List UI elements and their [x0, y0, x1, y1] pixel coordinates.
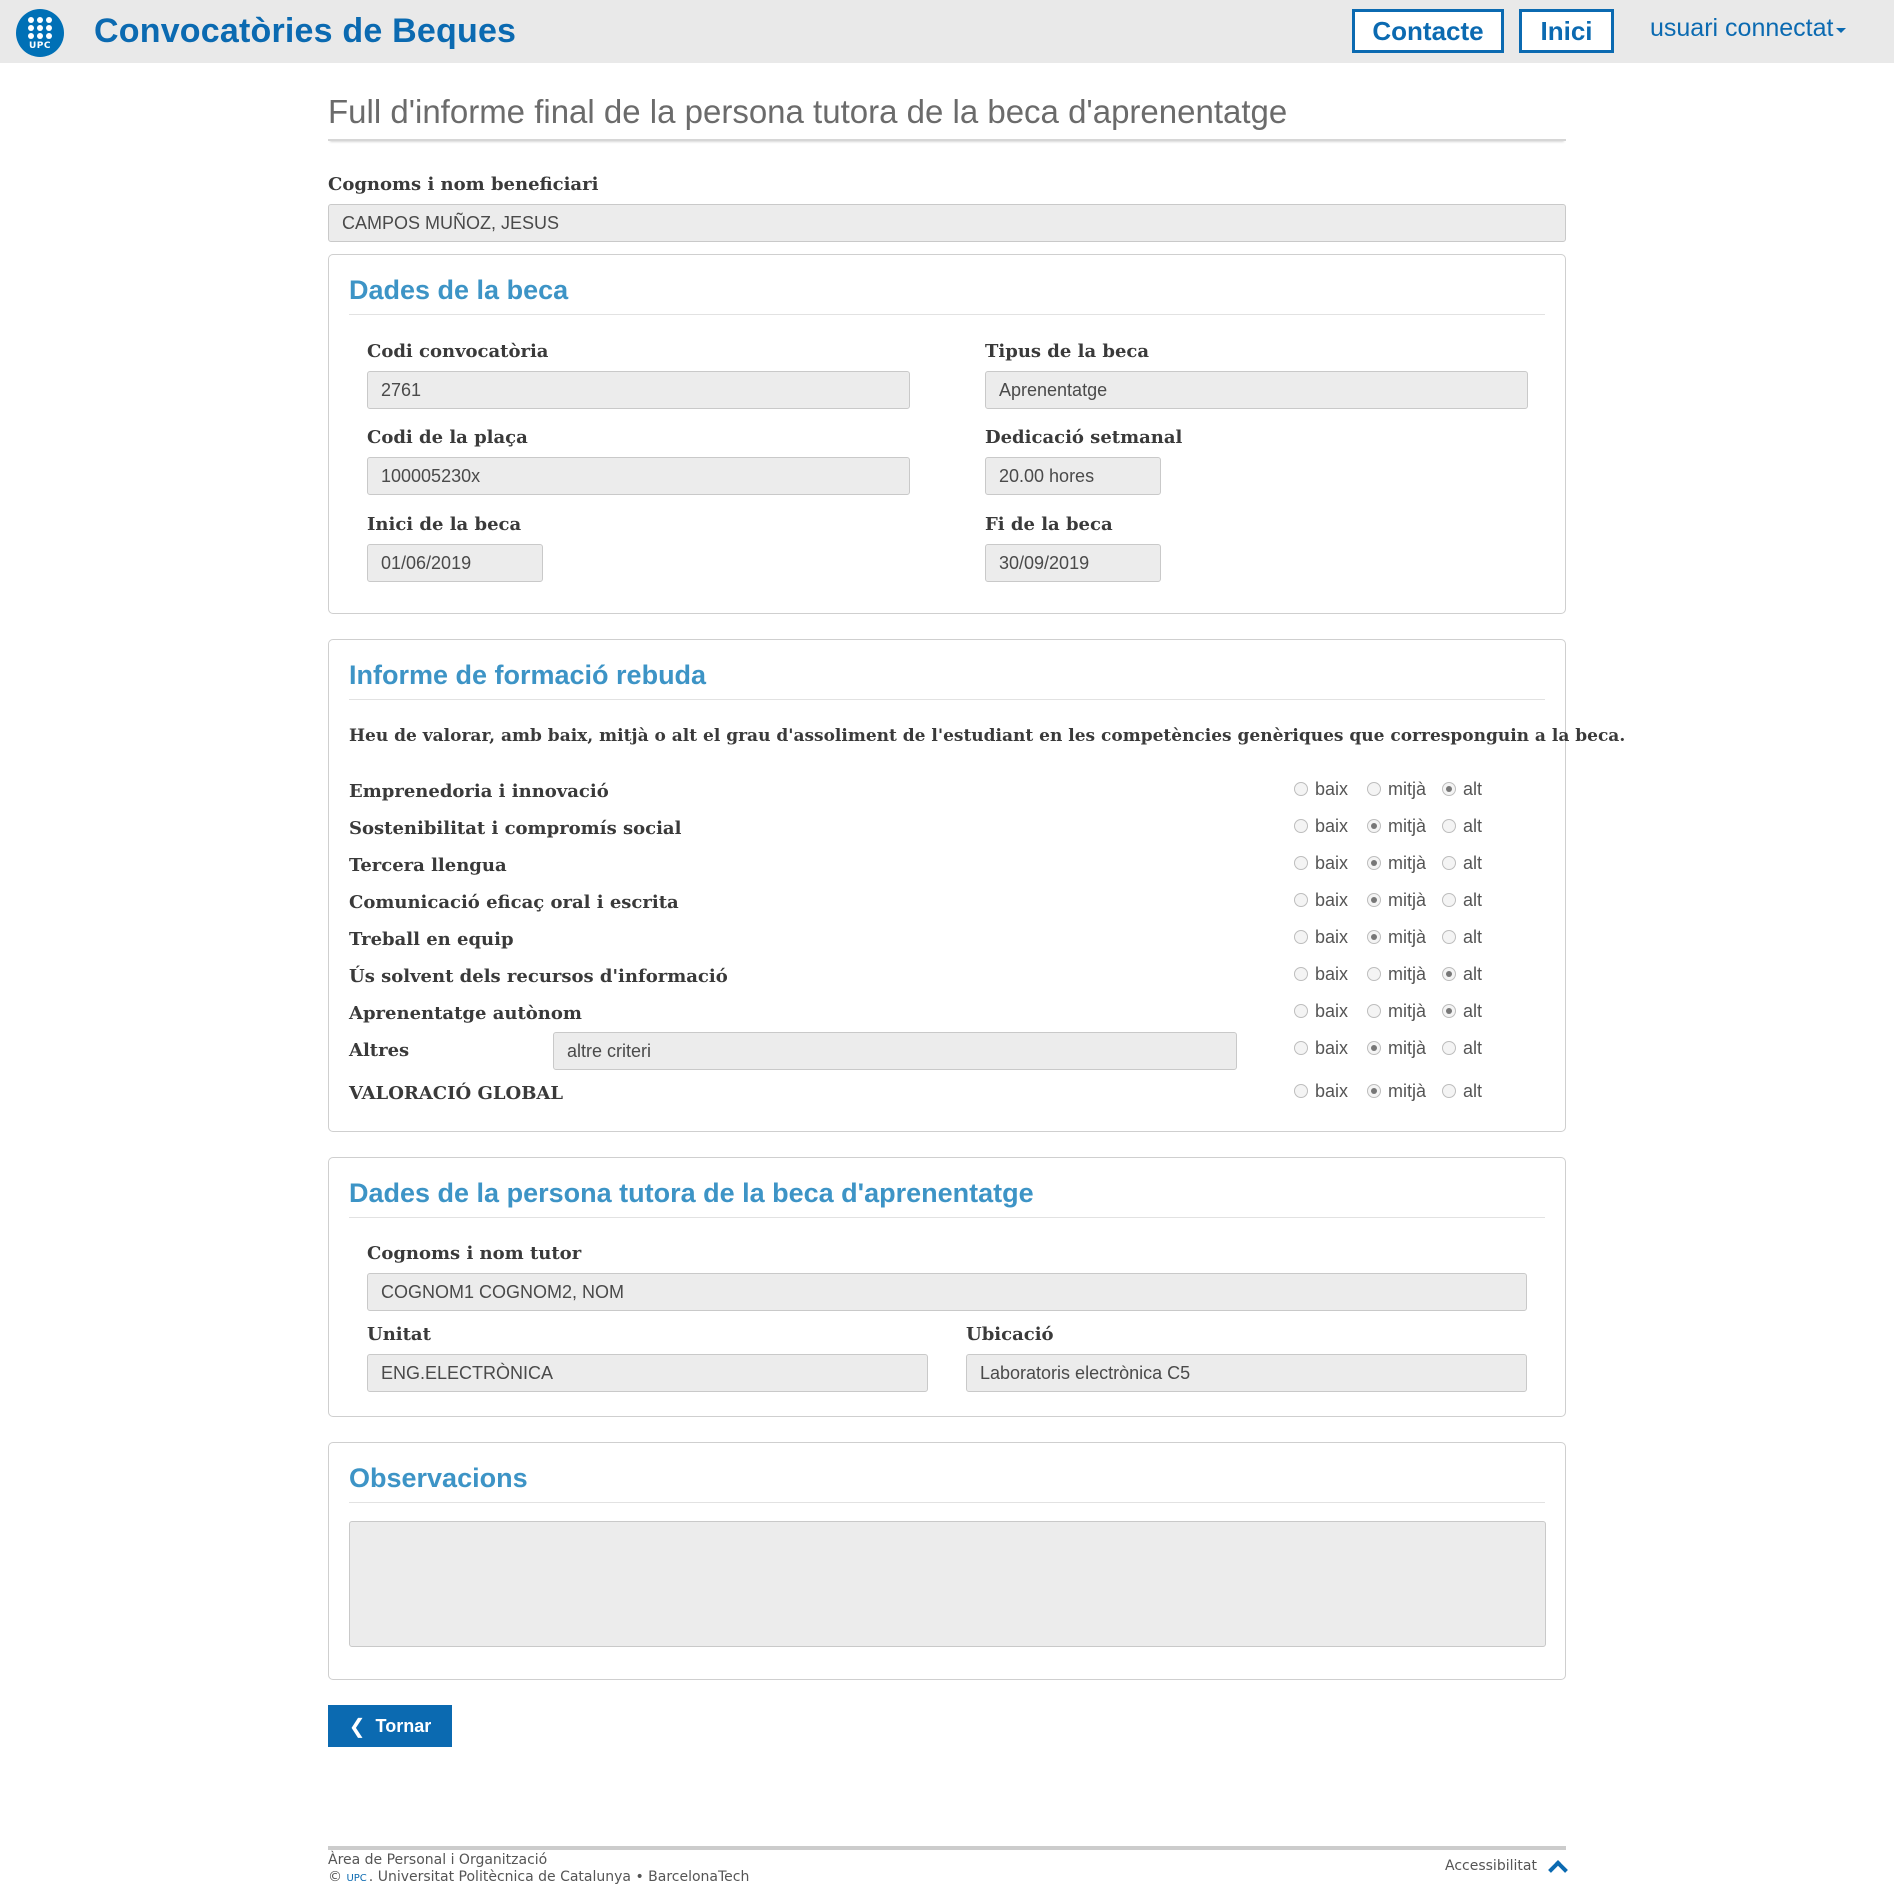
radio-option-0[interactable] [1294, 887, 1348, 913]
rating-radio-group [1294, 776, 1494, 802]
radio-button[interactable] [1367, 1004, 1381, 1018]
rating-row [349, 850, 1549, 880]
radio-button[interactable] [1367, 1084, 1381, 1098]
accessibilitat-label: Accessibilitat [1445, 1858, 1537, 1874]
user-menu-label: usuari connectat [1650, 14, 1834, 42]
beneficiary-field [328, 204, 1566, 242]
contacte-button[interactable]: Contacte [1352, 9, 1504, 53]
page-title: Full d'informe final de la persona tutora de la beca d'aprenentatge [328, 93, 1566, 141]
radio-button[interactable] [1294, 893, 1308, 907]
footer-university-text: . Universitat Politècnica de Catalunya • BarcelonaTech [368, 1869, 750, 1884]
tipus-beca-field [985, 371, 1528, 409]
panel-title-dades-beca: Dades de la beca [349, 275, 569, 305]
radio-button[interactable] [1367, 1041, 1381, 1055]
radio-button[interactable] [1442, 856, 1456, 870]
radio-option-label: baix [1315, 1000, 1349, 1021]
rating-radio-group [1294, 998, 1494, 1024]
accessibilitat-link[interactable] [1445, 1855, 1565, 1877]
radio-option-0[interactable] [1294, 813, 1348, 839]
radio-option-label: baix [1315, 889, 1349, 910]
instruction-text: Heu de valorar, amb baix, mitjà o alt el grau d'assoliment de l'estudiant en les competències genèriques que corresponguin a la beca. [349, 726, 1626, 746]
rating-radio-group [1294, 1078, 1494, 1104]
radio-button[interactable] [1442, 1041, 1456, 1055]
caret-down-icon [1836, 28, 1846, 33]
fi-beca-value: 30/09/2019 [999, 552, 1090, 573]
radio-option-label: baix [1315, 963, 1349, 984]
radio-option-label: baix [1315, 815, 1349, 836]
ubicacio-label: Ubicació [966, 1324, 1054, 1345]
radio-option-2[interactable] [1442, 924, 1482, 950]
chevron-left-icon: ❮ [348, 1715, 366, 1738]
radio-option-label: alt [1463, 926, 1483, 947]
radio-option-1[interactable] [1367, 1035, 1426, 1061]
rating-row [349, 776, 1549, 806]
radio-option-1[interactable] [1367, 887, 1426, 913]
panel-title-observacions: Observacions [349, 1463, 528, 1493]
radio-button[interactable] [1294, 1004, 1308, 1018]
radio-option-2[interactable] [1442, 1035, 1482, 1061]
radio-option-0[interactable] [1294, 1035, 1348, 1061]
rating-row [349, 887, 1549, 917]
radio-button[interactable] [1442, 930, 1456, 944]
radio-option-label: mitjà [1388, 778, 1427, 799]
radio-button[interactable] [1294, 819, 1308, 833]
radio-button[interactable] [1442, 819, 1456, 833]
top-header [0, 0, 1894, 63]
tornar-label: Tornar [375, 1715, 432, 1736]
radio-button[interactable] [1442, 967, 1456, 981]
radio-option-label: alt [1463, 815, 1483, 836]
dedicacio-value: 20.00 hores [999, 465, 1095, 486]
radio-option-1[interactable] [1367, 961, 1426, 987]
tutor-nom-value: COGNOM1 COGNOM2, NOM [381, 1281, 625, 1302]
codi-convocatoria-label: Codi convocatòria [367, 341, 549, 362]
beneficiary-label: Cognoms i nom beneficiari [328, 174, 599, 195]
inici-button[interactable]: Inici [1519, 9, 1614, 53]
logo-text: UPC [28, 41, 51, 51]
radio-button[interactable] [1294, 1041, 1308, 1055]
radio-option-label: mitjà [1388, 852, 1427, 873]
radio-option-2[interactable] [1442, 776, 1482, 802]
panel-divider [349, 1217, 1545, 1218]
radio-option-2[interactable] [1442, 961, 1482, 987]
radio-option-label: baix [1315, 926, 1349, 947]
radio-option-0[interactable] [1294, 924, 1348, 950]
inici-beca-label: Inici de la beca [367, 514, 522, 535]
rating-row-label: Treball en equip [349, 929, 514, 950]
fi-beca-field [985, 544, 1161, 582]
radio-option-1[interactable] [1367, 924, 1426, 950]
rating-row-label: Tercera llengua [349, 855, 507, 876]
footer-copyright [328, 1869, 749, 1884]
panel-title-tutor: Dades de la persona tutora de la beca d'aprenentatge [349, 1178, 1034, 1208]
radio-button[interactable] [1294, 967, 1308, 981]
rating-radio-group [1294, 961, 1494, 987]
copyright-symbol: © [328, 1869, 342, 1884]
radio-button[interactable] [1442, 1004, 1456, 1018]
radio-option-label: mitjà [1388, 889, 1427, 910]
rating-radio-group [1294, 887, 1494, 913]
rating-row [349, 961, 1549, 991]
altres-criteri-value: altre criteri [567, 1040, 652, 1061]
rating-row [349, 924, 1549, 954]
radio-option-0[interactable] [1294, 1078, 1348, 1104]
radio-option-2[interactable] [1442, 850, 1482, 876]
radio-option-0[interactable] [1294, 961, 1348, 987]
radio-option-0[interactable] [1294, 998, 1348, 1024]
rating-row-label: Altres [349, 1040, 410, 1061]
radio-button[interactable] [1442, 1084, 1456, 1098]
radio-button[interactable] [1294, 782, 1308, 796]
radio-button[interactable] [1442, 893, 1456, 907]
codi-placa-field [367, 457, 910, 495]
tipus-beca-value: Aprenentatge [999, 379, 1108, 400]
codi-placa-value: 100005230x [381, 465, 481, 486]
radio-button[interactable] [1294, 856, 1308, 870]
upc-mark: UPC [346, 1873, 367, 1884]
radio-option-label: alt [1463, 1037, 1483, 1058]
tutor-nom-label: Cognoms i nom tutor [367, 1243, 582, 1264]
panel-divider [349, 314, 1545, 315]
panel-title-informe: Informe de formació rebuda [349, 660, 707, 690]
panel-divider [349, 1502, 1545, 1503]
unitat-field [367, 1354, 928, 1392]
rating-row [349, 813, 1549, 843]
observacions-textarea[interactable] [349, 1521, 1546, 1647]
radio-button[interactable] [1367, 930, 1381, 944]
radio-option-label: baix [1315, 1037, 1349, 1058]
radio-option-2[interactable] [1442, 998, 1482, 1024]
codi-placa-label: Codi de la plaça [367, 427, 528, 448]
radio-option-label: alt [1463, 963, 1483, 984]
radio-option-2[interactable] [1442, 1078, 1482, 1104]
rating-radio-group [1294, 924, 1494, 950]
radio-option-label: alt [1463, 852, 1483, 873]
rating-radio-group [1294, 850, 1494, 876]
chevron-up-icon [1548, 1860, 1568, 1880]
radio-option-label: mitjà [1388, 926, 1427, 947]
radio-option-label: mitjà [1388, 815, 1427, 836]
inici-beca-field [367, 544, 543, 582]
rating-row-label: VALORACIÓ GLOBAL [349, 1083, 564, 1104]
radio-option-label: mitjà [1388, 1080, 1427, 1101]
radio-option-1[interactable] [1367, 813, 1426, 839]
tutor-nom-field [367, 1273, 1527, 1311]
dedicacio-field [985, 457, 1161, 495]
radio-option-2[interactable] [1442, 813, 1482, 839]
radio-button[interactable] [1367, 856, 1381, 870]
rating-row [349, 998, 1549, 1028]
radio-option-label: alt [1463, 1080, 1483, 1101]
rating-row-label: Comunicació eficaç oral i escrita [349, 892, 679, 913]
rating-row-label: Sostenibilitat i compromís social [349, 818, 682, 839]
ubicacio-field [966, 1354, 1527, 1392]
radio-option-label: mitjà [1388, 963, 1427, 984]
panel-observacions [328, 1442, 1566, 1680]
radio-button[interactable] [1367, 893, 1381, 907]
radio-option-0[interactable] [1294, 776, 1348, 802]
ubicacio-value: Laboratoris electrònica C5 [980, 1362, 1191, 1383]
user-menu[interactable] [1650, 14, 1846, 43]
footer-divider [328, 1846, 1566, 1850]
beneficiary-value: CAMPOS MUÑOZ, JESUS [342, 212, 560, 233]
panel-divider [349, 699, 1545, 700]
codi-convocatoria-value: 2761 [381, 379, 422, 400]
radio-option-label: baix [1315, 1080, 1349, 1101]
radio-option-1[interactable] [1367, 850, 1426, 876]
radio-option-label: baix [1315, 852, 1349, 873]
radio-option-2[interactable] [1442, 887, 1482, 913]
radio-option-label: alt [1463, 889, 1483, 910]
radio-option-label: mitjà [1388, 1037, 1427, 1058]
radio-option-1[interactable] [1367, 776, 1426, 802]
rating-row-label: Aprenentatge autònom [349, 1003, 582, 1024]
tipus-beca-label: Tipus de la beca [985, 341, 1150, 362]
radio-option-label: alt [1463, 778, 1483, 799]
fi-beca-label: Fi de la beca [985, 514, 1113, 535]
rating-radio-group [1294, 813, 1494, 839]
app-title[interactable]: Convocatòries de Beques [94, 12, 517, 50]
panel-informe-formacio [328, 639, 1626, 1132]
rating-row-label: Emprenedoria i innovació [349, 781, 609, 802]
radio-option-0[interactable] [1294, 850, 1348, 876]
altres-criteri-input[interactable] [553, 1032, 1237, 1070]
upc-logo-icon[interactable] [16, 9, 64, 57]
rating-row-label: Ús solvent dels recursos d'informació [349, 966, 728, 987]
radio-button[interactable] [1367, 967, 1381, 981]
radio-option-label: alt [1463, 1000, 1483, 1021]
radio-button[interactable] [1294, 930, 1308, 944]
panel-dades-tutor [328, 1157, 1566, 1417]
radio-button[interactable] [1294, 1084, 1308, 1098]
rating-row [349, 1078, 1549, 1108]
codi-convocatoria-field [367, 371, 910, 409]
radio-option-1[interactable] [1367, 998, 1426, 1024]
radio-button[interactable] [1367, 782, 1381, 796]
panel-dades-beca [328, 254, 1566, 614]
radio-option-1[interactable] [1367, 1078, 1426, 1104]
footer-area-text: Àrea de Personal i Organització [328, 1852, 548, 1868]
radio-button[interactable] [1442, 782, 1456, 796]
radio-option-label: baix [1315, 778, 1349, 799]
unitat-value: ENG.ELECTRÒNICA [381, 1362, 554, 1383]
radio-option-label: mitjà [1388, 1000, 1427, 1021]
tornar-button[interactable] [328, 1705, 452, 1747]
rating-radio-group [1294, 1035, 1494, 1061]
dedicacio-label: Dedicació setmanal [985, 427, 1183, 448]
inici-beca-value: 01/06/2019 [381, 552, 472, 573]
unitat-label: Unitat [367, 1324, 431, 1345]
radio-button[interactable] [1367, 819, 1381, 833]
